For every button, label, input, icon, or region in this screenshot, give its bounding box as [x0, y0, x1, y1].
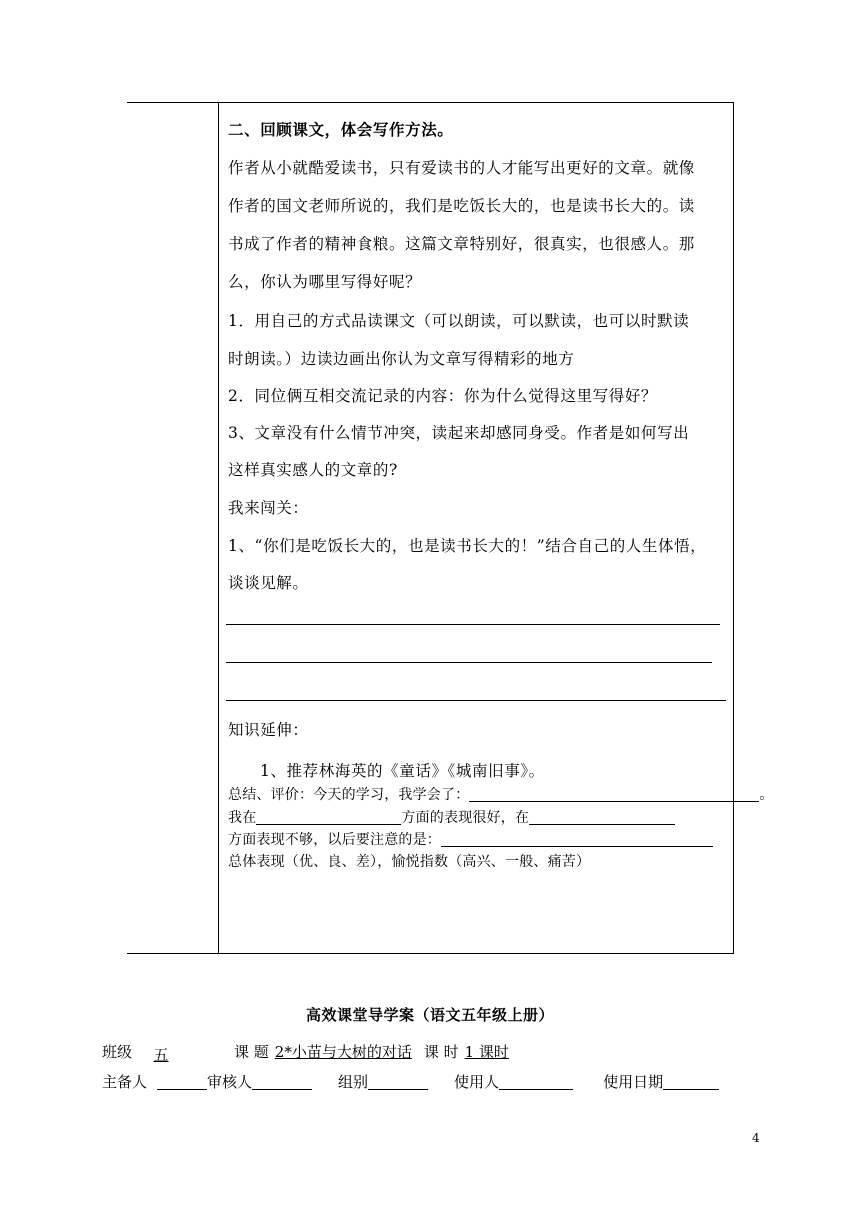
class-value: 五 — [153, 1046, 169, 1064]
summary-line — [228, 784, 774, 804]
preparer-blank[interactable] — [157, 1073, 207, 1090]
group-blank[interactable] — [368, 1073, 428, 1090]
strength-blank[interactable] — [256, 808, 401, 825]
summary-blank[interactable] — [469, 785, 759, 802]
self-evaluation-line — [228, 807, 675, 827]
section-heading: 二、回顾课文，体会写作方法。 — [228, 120, 454, 139]
staff-info-row — [102, 1071, 719, 1092]
period-label: 课 时 — [423, 1043, 459, 1061]
document-title: 高效课堂导学案（语文五年级上册） — [305, 1006, 554, 1024]
self-eval-text-b: 方面的表现很好，在 — [401, 810, 530, 826]
question-3-line-2: 这样真实感人的文章的? — [228, 461, 398, 479]
challenge-question-line-1: 1、“你们是吃饭长大的，也是读书长大的！”结合自己的人生体悟， — [228, 537, 707, 555]
summary-end: 。 — [759, 787, 774, 803]
answer-line-2[interactable] — [226, 662, 712, 663]
extension-title: 知识延伸： — [228, 721, 309, 739]
intro-line-4: 么，你认为哪里写得好呢？ — [228, 273, 422, 291]
improvement-line — [228, 829, 713, 849]
table-column-divider — [218, 102, 219, 954]
page-number: 4 — [752, 1131, 760, 1145]
answer-line-1[interactable] — [226, 624, 720, 625]
summary-prefix: 总结、评价：今天的学习，我学会了： — [228, 787, 470, 803]
topic-label: 课 题 — [234, 1043, 269, 1061]
user-label: 使用人 — [454, 1073, 500, 1091]
lesson-info-row — [102, 1041, 509, 1062]
self-eval-text-a: 我在 — [228, 810, 257, 826]
question-1-line-1: 1．用自己的方式品读课文（可以朗读，可以默读，也可以时默读 — [228, 312, 690, 330]
date-blank[interactable] — [663, 1073, 719, 1090]
intro-line-1: 作者从小就酷爱读书，只有爱读书的人才能写出更好的文章。就像 — [228, 159, 695, 177]
user-blank[interactable] — [499, 1073, 573, 1090]
improvement-blank[interactable] — [441, 830, 713, 847]
question-2: 2．同位俩互相交流记录的内容：你为什么觉得这里写得好？ — [228, 387, 658, 405]
intro-line-3: 书成了作者的精神食粮。这篇文章特别好，很真实，也很感人。那 — [228, 235, 695, 253]
topic-value: 2*小苗与大树的对话 — [274, 1043, 412, 1061]
challenge-question-line-2: 谈谈见解。 — [228, 574, 309, 592]
answer-line-3[interactable] — [226, 700, 726, 701]
reviewer-label: 审核人 — [207, 1073, 253, 1091]
challenge-title: 我来闯关： — [228, 499, 309, 517]
intro-line-2: 作者的国文老师所说的，我们是吃饭长大的，也是读书长大的。读 — [228, 197, 695, 215]
question-1-line-2: 时朗读。）边读边画出你认为文章写得精彩的地方 — [228, 350, 575, 368]
date-label: 使用日期 — [603, 1073, 664, 1091]
overall-evaluation: 总体表现（优、良、差），愉悦指数（高兴、一般、痛苦） — [228, 854, 591, 870]
preparer-label: 主备人 — [102, 1073, 148, 1091]
question-3-line-1: 3、文章没有什么情节冲突，读起来却感同身受。作者是如何写出 — [228, 424, 690, 442]
self-eval-text-c: 方面表现不够，以后要注意的是： — [228, 832, 441, 848]
weakness-area-blank[interactable] — [529, 808, 675, 825]
period-value: 1 课时 — [464, 1043, 509, 1061]
group-label: 组别 — [338, 1073, 369, 1091]
class-label: 班级 — [102, 1043, 133, 1061]
reviewer-blank[interactable] — [252, 1073, 312, 1090]
extension-item: 1、推荐林海英的《童话》《城南旧事》。 — [260, 762, 545, 780]
